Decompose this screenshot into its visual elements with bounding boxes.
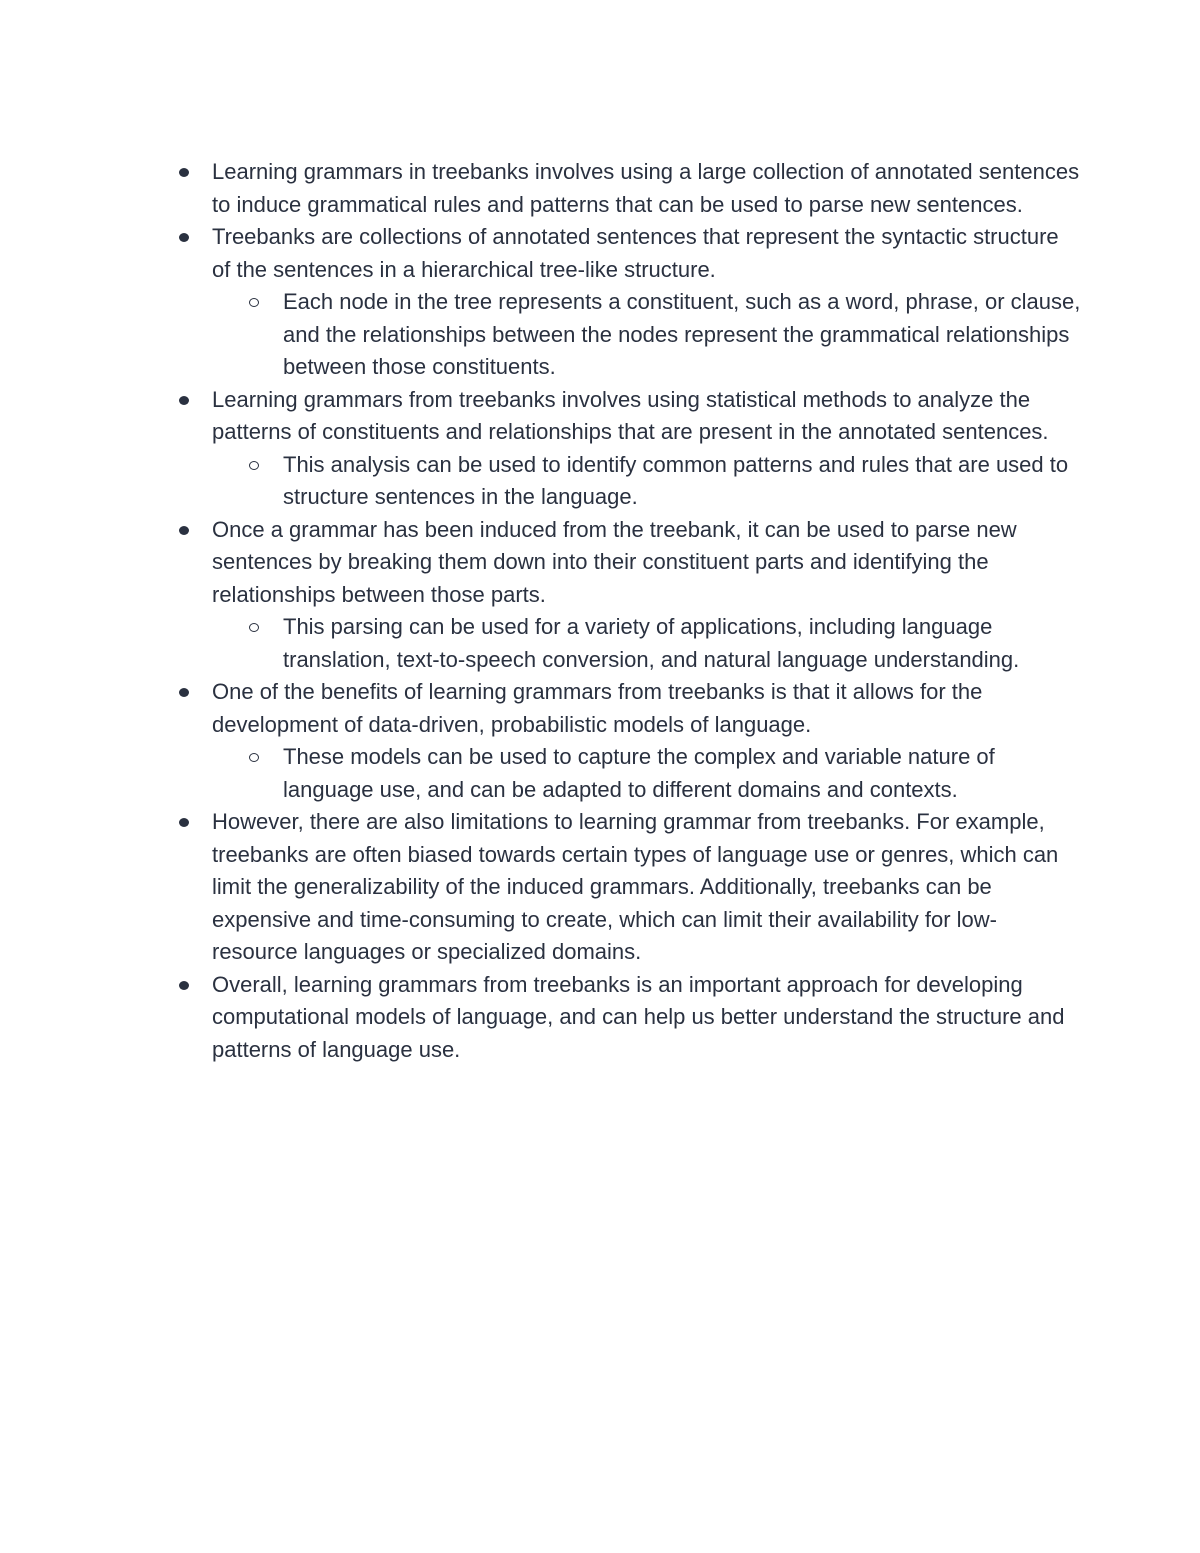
sub-list-item-text: This parsing can be used for a variety of applications, including language translation, text-to-speech conversion, and natural language understanding. <box>283 614 1020 672</box>
filled-bullet-icon <box>179 981 189 990</box>
filled-bullet-icon <box>179 526 189 535</box>
sub-list <box>212 611 1082 676</box>
hollow-bullet-icon <box>249 753 259 762</box>
list-item <box>212 806 1082 969</box>
list-item-text: Once a grammar has been induced from the treebank, it can be used to parse new sentences by breaking them down into their constituent parts and identifying the relationships between those parts. <box>212 516 1017 607</box>
sub-list-item-text: Each node in the tree represents a constituent, such as a word, phrase, or clause, and the relationships between the nodes represent the grammatical relationships between those constituents. <box>283 289 1081 379</box>
list-item-text: Treebanks are collections of annotated sentences that represent the syntactic structure of the sentences in a hierarchical tree-like structure. <box>212 224 1059 282</box>
filled-bullet-icon <box>179 818 189 827</box>
sub-list <box>212 741 1082 806</box>
list-item <box>212 221 1082 384</box>
list-item-text: Learning grammars in treebanks involves using a large collection of annotated sentences to induce grammatical rules and patterns that can be used to parse new sentences. <box>212 159 1080 217</box>
hollow-bullet-icon <box>249 298 259 307</box>
sub-list-item <box>283 286 1082 384</box>
list-item <box>212 156 1082 221</box>
list-item-text: However, there are also limitations to learning grammar from treebanks. For example, treebanks are often biased towards certain types of language use or genres, which can limit the generalizability of the induced grammars. Additionally, treebanks can be expensive and time-consuming to create, which can limit their availability for low-resource languages or specialized domains. <box>212 809 1059 964</box>
list-item-text: Overall, learning grammars from treebanks is an important approach for developing computational models of language, and can help us better understand the structure and patterns of language use. <box>212 971 1065 1062</box>
list-item <box>212 514 1082 677</box>
sub-list-item-text: These models can be used to capture the complex and variable nature of language use, and can be adapted to different domains and contexts. <box>283 744 995 802</box>
filled-bullet-icon <box>179 396 189 405</box>
list-item-text: One of the benefits of learning grammars from treebanks is that it allows for the development of data-driven, probabilistic models of language. <box>212 679 983 737</box>
list-item <box>212 969 1082 1067</box>
hollow-bullet-icon <box>249 623 259 632</box>
list-item <box>212 676 1082 806</box>
sub-list-item-text: This analysis can be used to identify common patterns and rules that are used to structure sentences in the language. <box>283 451 1069 509</box>
list-item <box>212 384 1082 514</box>
sub-list <box>212 286 1082 384</box>
sub-list-item <box>283 611 1082 676</box>
bullet-list <box>212 156 1082 1066</box>
filled-bullet-icon <box>179 688 189 697</box>
hollow-bullet-icon <box>249 461 259 470</box>
sub-list-item <box>283 741 1082 806</box>
filled-bullet-icon <box>179 233 189 242</box>
sub-list <box>212 449 1082 514</box>
filled-bullet-icon <box>179 168 189 177</box>
sub-list-item <box>283 449 1082 514</box>
list-item-text: Learning grammars from treebanks involves using statistical methods to analyze the patterns of constituents and relationships that are present in the annotated sentences. <box>212 386 1049 444</box>
